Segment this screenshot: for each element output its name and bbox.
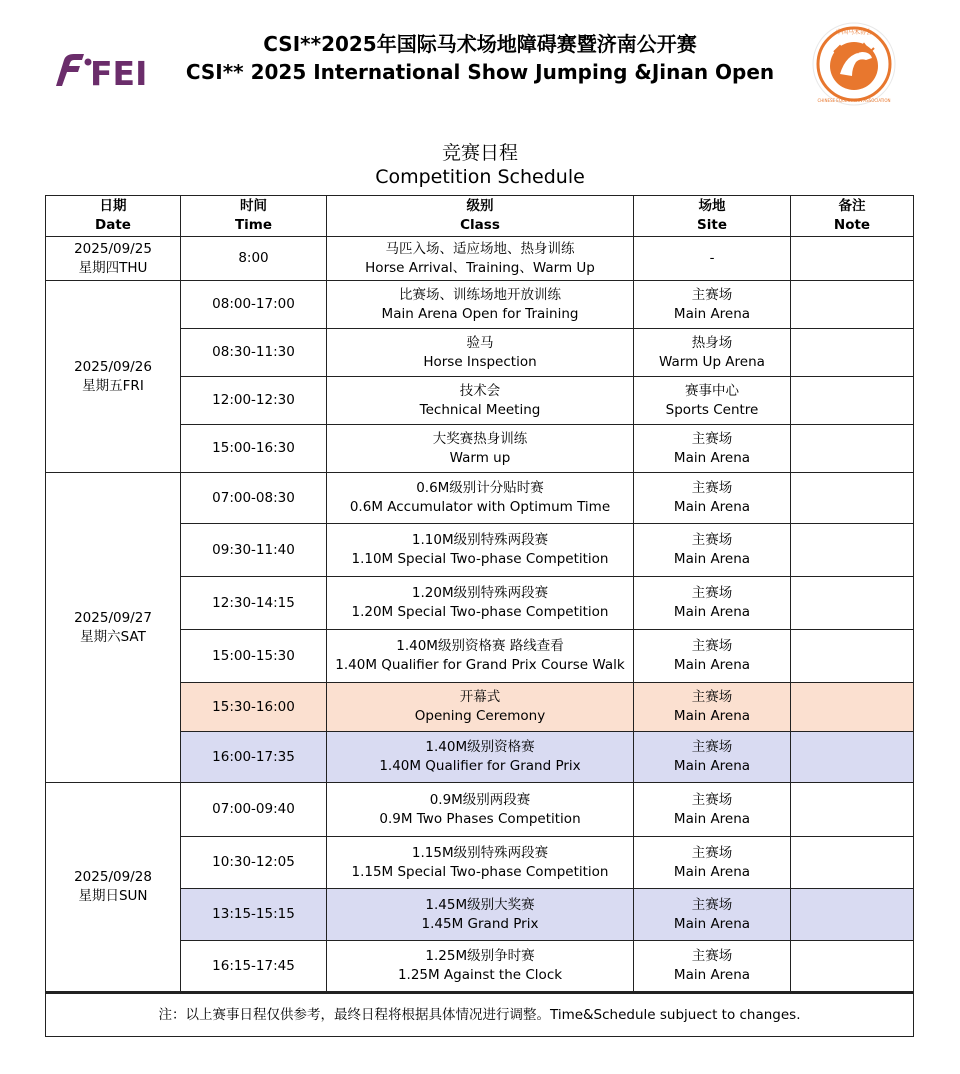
class-zh: 验马 [466, 334, 494, 351]
time-cell: 07:00-09:40 [181, 783, 327, 837]
schedule-row [46, 237, 914, 281]
site-en: Main Arena [673, 499, 751, 515]
site-cell [634, 941, 791, 993]
class-cell [327, 837, 634, 889]
header-time [181, 196, 327, 237]
site-cell [634, 473, 791, 524]
header-time-zh: 时间 [240, 198, 267, 214]
cea-logo [812, 22, 896, 106]
header-site-en: Site [697, 217, 727, 233]
date-cell [46, 281, 181, 473]
site-cell [634, 683, 791, 732]
class-en: Warm up [449, 449, 511, 466]
time-cell: 16:15-17:45 [181, 941, 327, 993]
footnote: 注：以上赛事日程仅供参考，最终日程将根据具体情况进行调整。Time&Schedule subjuect to changes. [46, 993, 914, 1037]
time-cell: 09:30-11:40 [181, 524, 327, 577]
site-en: Main Arena [673, 708, 751, 724]
class-cell [327, 237, 634, 281]
weekday-text: 星期日SUN [78, 888, 148, 904]
schedule-row [46, 783, 914, 837]
header-date [46, 196, 181, 237]
class-zh: 比赛场、训练场地开放训练 [399, 286, 561, 303]
note-cell [791, 783, 914, 837]
event-title-zh: CSI**2025年国际马术场地障碍赛暨济南公开赛 [263, 32, 697, 56]
note-cell [791, 577, 914, 630]
class-zh: 开幕式 [459, 689, 501, 705]
site-cell [634, 837, 791, 889]
header-class-en: Class [460, 217, 500, 233]
class-cell [327, 630, 634, 683]
class-zh: 技术会 [459, 382, 501, 399]
time-cell: 15:30-16:00 [181, 683, 327, 732]
class-zh: 1.25M级别争时赛 [425, 948, 535, 964]
header-date-en: Date [95, 217, 131, 233]
time-cell: 08:30-11:30 [181, 329, 327, 377]
site-zh: 主赛场 [691, 844, 733, 861]
time-cell: 07:00-08:30 [181, 473, 327, 524]
class-zh: 1.45M级别大奖赛 [425, 896, 535, 913]
class-en: 1.45M Grand Prix [421, 915, 539, 932]
class-zh: 0.6M级别计分贴时赛 [416, 480, 544, 496]
note-cell [791, 329, 914, 377]
note-cell [791, 473, 914, 524]
schedule-title-en: Competition Schedule [375, 166, 585, 188]
class-cell [327, 473, 634, 524]
site-en: Sports Centre [665, 401, 759, 418]
header-note-zh: 备注 [838, 198, 866, 214]
header-site-zh: 场地 [698, 198, 726, 214]
site-zh: 主赛场 [691, 739, 733, 755]
date-text: 2025/09/28 [74, 869, 152, 885]
note-cell [791, 425, 914, 473]
site-cell [634, 281, 791, 329]
time-cell: 16:00-17:35 [181, 732, 327, 783]
header-class-zh: 级别 [466, 198, 494, 214]
class-zh: 1.40M级别资格赛 路线查看 [396, 638, 564, 654]
site-en: Main Arena [673, 967, 751, 983]
class-cell [327, 425, 634, 473]
class-en: Main Arena Open for Training [381, 305, 579, 322]
header-site [634, 196, 791, 237]
time-cell: 8:00 [181, 237, 327, 281]
date-cell [46, 473, 181, 783]
site-zh: 主赛场 [691, 948, 733, 964]
class-en: 1.20M Special Two-phase Competition [351, 604, 609, 620]
note-cell [791, 281, 914, 329]
class-en: 1.15M Special Two-phase Competition [351, 863, 609, 880]
class-zh: 1.15M级别特殊两段赛 [411, 844, 549, 861]
class-cell [327, 281, 634, 329]
class-cell [327, 889, 634, 941]
note-cell [791, 377, 914, 425]
site-en: Main Arena [673, 551, 751, 567]
site-cell [634, 732, 791, 783]
class-en: 0.9M Two Phases Competition [379, 810, 581, 827]
site-cell [634, 630, 791, 683]
site-cell [634, 524, 791, 577]
note-cell [791, 889, 914, 941]
site-en: Main Arena [673, 915, 751, 932]
site-zh: 主赛场 [691, 896, 733, 913]
class-zh: 大奖赛热身训练 [432, 430, 528, 447]
site-en: Main Arena [673, 863, 751, 880]
page-header [0, 0, 960, 110]
site-zh: 热身场 [691, 334, 733, 351]
site-zh: 主赛场 [691, 585, 733, 601]
weekday-text: 星期四THU [78, 259, 148, 276]
class-zh: 1.20M级别特殊两段赛 [411, 585, 549, 601]
time-cell: 13:15-15:15 [181, 889, 327, 941]
header-class [327, 196, 634, 237]
site-en: Warm Up Arena [659, 353, 765, 370]
time-cell: 15:00-16:30 [181, 425, 327, 473]
site-cell [634, 889, 791, 941]
class-en: 1.10M Special Two-phase Competition [351, 551, 609, 567]
site-en: Main Arena [673, 305, 751, 322]
time-cell: 08:00-17:00 [181, 281, 327, 329]
class-cell [327, 941, 634, 993]
class-en: 1.40M Qualifier for Grand Prix Course Walk [335, 657, 625, 673]
time-cell: 12:00-12:30 [181, 377, 327, 425]
site-en: Main Arena [673, 449, 751, 466]
time-cell: 15:00-15:30 [181, 630, 327, 683]
note-cell [791, 941, 914, 993]
footnote-row [46, 993, 914, 1037]
date-text: 2025/09/25 [74, 240, 152, 257]
class-cell [327, 377, 634, 425]
site-cell [634, 329, 791, 377]
time-cell: 10:30-12:05 [181, 837, 327, 889]
site-zh: 赛事中心 [685, 382, 739, 399]
weekday-text: 星期六SAT [80, 628, 146, 645]
event-titles [170, 30, 790, 86]
schedule-title-zh: 竞赛日程 [441, 142, 518, 164]
class-cell [327, 577, 634, 630]
site-zh: 主赛场 [691, 638, 733, 654]
date-cell [46, 237, 181, 281]
header-note [791, 196, 914, 237]
class-cell [327, 683, 634, 732]
note-cell [791, 683, 914, 732]
class-en: 1.25M Against the Clock [397, 967, 563, 983]
class-en: 1.40M Qualifier for Grand Prix [379, 758, 581, 774]
site-cell [634, 425, 791, 473]
class-zh: 马匹入场、适应场地、热身训练 [385, 240, 575, 257]
fei-logo [50, 50, 150, 90]
class-zh: 0.9M级别两段赛 [429, 791, 531, 808]
class-en: Technical Meeting [419, 401, 541, 418]
site-en: Main Arena [673, 657, 751, 673]
site-zh: - [709, 250, 715, 266]
header-note-en: Note [833, 217, 871, 233]
site-zh: 主赛场 [691, 286, 733, 303]
site-zh: 主赛场 [691, 791, 733, 808]
cea-logo-text-top: 中国马术协会 [835, 29, 873, 36]
class-zh: 1.40M级别资格赛 [425, 739, 535, 755]
class-en: Horse Inspection [423, 353, 537, 370]
site-zh: 主赛场 [691, 430, 733, 447]
header-time-en: Time [234, 217, 273, 233]
cea-logo-text-bottom: CHINESE EQUESTRIAN ASSOCIATION [817, 98, 891, 103]
site-cell [634, 237, 791, 281]
class-cell [327, 524, 634, 577]
site-cell [634, 377, 791, 425]
site-zh: 主赛场 [691, 532, 733, 548]
header-row [46, 196, 914, 237]
site-zh: 主赛场 [691, 689, 733, 705]
header-date-zh: 日期 [99, 198, 127, 214]
site-en: Main Arena [673, 604, 751, 620]
date-text: 2025/09/27 [74, 609, 152, 626]
note-cell [791, 630, 914, 683]
fei-logo-text: FEI [90, 54, 148, 90]
class-zh: 1.10M级别特殊两段赛 [411, 532, 549, 548]
class-en: Opening Ceremony [414, 708, 546, 724]
note-cell [791, 237, 914, 281]
class-en: Horse Arrival、Training、Warm Up [365, 259, 595, 276]
class-cell [327, 732, 634, 783]
time-cell: 12:30-14:15 [181, 577, 327, 630]
class-cell [327, 329, 634, 377]
site-zh: 主赛场 [691, 480, 733, 496]
weekday-text: 星期五FRI [82, 377, 144, 394]
schedule-row [46, 281, 914, 329]
site-en: Main Arena [673, 758, 751, 774]
class-cell [327, 783, 634, 837]
note-cell [791, 837, 914, 889]
date-text: 2025/09/26 [74, 358, 152, 375]
class-en: 0.6M Accumulator with Optimum Time [349, 499, 611, 515]
date-cell [46, 783, 181, 993]
note-cell [791, 732, 914, 783]
schedule-table [45, 195, 914, 1037]
note-cell [791, 524, 914, 577]
event-title-en: CSI** 2025 International Show Jumping &Jinan Open [185, 60, 775, 84]
site-cell [634, 783, 791, 837]
schedule-row [46, 473, 914, 524]
site-cell [634, 577, 791, 630]
site-en: Main Arena [673, 810, 751, 827]
